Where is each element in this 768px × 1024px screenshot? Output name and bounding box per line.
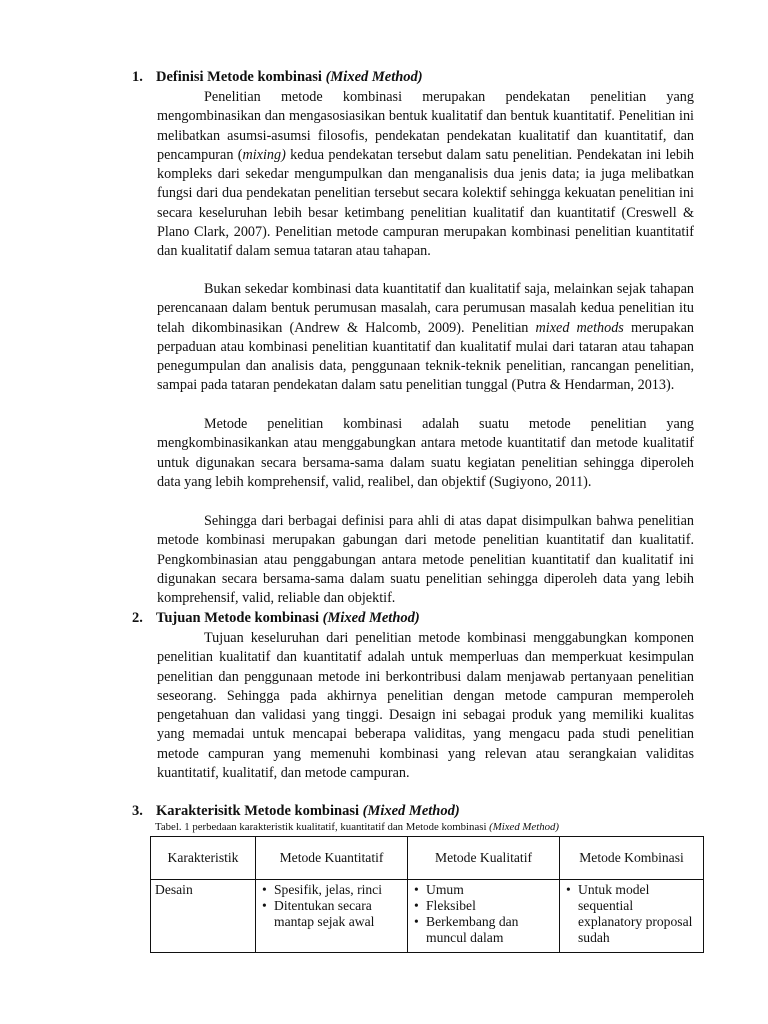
table-header-cell: Karakteristik <box>151 837 256 880</box>
text-run: merupakan perpaduan atau kombinasi penelitian kuantitatif dan kualitatif mulai dari tataran atau tahapan penegumpulan dan analisis data, penggunaan teknik-teknik penelitian, rancangan penelitian, sampai pada tataran pendekatan dalam satu penelitian tunggal (Putra & Hendarman, 2013). <box>157 319 694 394</box>
section-2-heading <box>132 609 712 627</box>
table-caption <box>155 821 715 834</box>
caption-text: Tabel. 1 perbedaan karakteristik kualitatif, kuantitatif dan Metode kombinasi <box>155 821 487 833</box>
table-row-label: Desain <box>151 880 256 953</box>
section-title: Tujuan Metode kombinasi <box>156 610 320 626</box>
list-item: • Fleksibel <box>426 898 555 914</box>
section-title: Karakterisitk Metode kombinasi <box>156 803 359 819</box>
caption-italic: (Mixed Method) <box>489 821 560 833</box>
table-header-cell: Metode Kualitatif <box>408 837 560 880</box>
italic-run: mixing) <box>242 146 286 163</box>
table-header-cell: Metode Kuantitatif <box>256 837 408 880</box>
list-item: • Berkembang dan muncul dalam <box>426 914 555 946</box>
section-title-italic: (Mixed Method) <box>362 803 460 819</box>
list-item: • Spesifik, jelas, rinci <box>274 882 403 898</box>
section-title-italic: (Mixed Method) <box>325 69 423 85</box>
text-run: Penelitian metode kombinasi merupakan pendekatan penelitian yang mengombinasikan dan mengasosiasikan bentuk kualitatif dan bentuk kuantitatif. Penelitian ini melibatkan asumsi-asumsi filosofis, pendekatan pendekatan kualitatif dan kuantitatif, dan pencampuran ( <box>157 89 694 163</box>
section-1-paragraph-3: Metode penelitian kombinasi adalah suatu metode penelitian yang mengkombinasikankan atau menggabungkan antara metode kuantitatif dan metode kualitatif untuk digunakan secara bersama-sama dalam suatu kegiatan penelitian sehingga diperoleh data yang lebih komprehensif, valid, realibel, dan objektif (Sugiyono, 2011). <box>157 416 694 490</box>
section-3-heading <box>132 802 712 820</box>
section-1-paragraph-4: Sehingga dari berbagai definisi para ahli di atas dapat disimpulkan bahwa penelitian metode kombinasi merupakan gabungan dari metode penelitian kuantitatif dan kualitatif. Pengkombinasian atau penggabungan antara metode penelitian kuantitatif dan kualitatif ini digunakan secara bersama-sama dalam suatu penelitian sehingga diperoleh data yang lebih komprehensif, valid, reliable dan objektif. <box>157 513 694 607</box>
italic-run: mixed methods <box>535 319 624 336</box>
list-item: • Ditentukan secara mantap sejak awal <box>274 898 403 930</box>
characteristics-table <box>150 836 704 953</box>
table-header-cell: Metode Kombinasi <box>560 837 704 880</box>
section-1-paragraph-1 <box>157 88 694 262</box>
section-title-italic: (Mixed Method) <box>322 610 420 626</box>
text-run: kedua pendekatan tersebut dalam satu penelitian. Pendekatan ini lebih kompleks dari sekedar mengumpulkan dan menganalisis dua jenis data; ia juga melibatkan fungsi dari dua pendekatan penelitian tersebut secara kolektif sehingga kekuatan penelitian ini secara keseluruhan lebih besar ketimbang penelitian kualitatif dan kuantitatif (Creswell & Plano Clark, 2007). Penelitian metode campuran merupakan kombinasi penelitian kuantitatif dan kualitatif dalam semua tataran atau tahapan. <box>157 146 694 260</box>
section-number: 1. <box>132 69 143 85</box>
section-number: 3. <box>132 803 143 819</box>
section-number: 2. <box>132 610 143 626</box>
table-cell-kuantitatif <box>256 880 408 953</box>
list-item: • Umum <box>426 882 555 898</box>
table-cell-kombinasi <box>560 880 704 953</box>
table-row <box>151 880 704 953</box>
table-cell-kualitatif <box>408 880 560 953</box>
text-run: Bukan sekedar kombinasi data kuantitatif dan kualitatif saja, melainkan sejak tahapan perencanaan dalam bentuk perumusan masalah, cara perumusan masalah kedua penelitian itu telah dikombinasikan (Andrew & Halcomb, 2009). Penelitian <box>157 281 694 336</box>
section-2-paragraph-1: Tujuan keseluruhan dari penelitian metode kombinasi menggabungkan komponen penelitian kualitatif dan kuantitatif adalah untuk memperluas dan memperkuat kesimpulan penelitian dan penggunaan metode ini berkontribusi dalam menjawab pertanyaan penelitian seseorang. Sehingga pada akhirnya penelitian dengan metode campuran memperoleh pengetahuan dan validasi yang tinggi. Desaign ini sebagai produk yang memiliki kualitas yang memadai untuk mencapai beberapa validitas, yang mengacu pada studi penelitian metode campuran yang memenuhi kombinasi yang relevan atau serangkaian validitas kuantitatif, kualitatif, dan metode campuran. <box>157 630 694 782</box>
table-header-row <box>151 837 704 880</box>
list-item: • Untuk model sequential explanatory proposal sudah <box>578 882 699 946</box>
section-1-paragraph-2 <box>157 280 694 396</box>
section-title: Definisi Metode kombinasi <box>156 69 322 85</box>
section-1-heading <box>132 68 712 86</box>
